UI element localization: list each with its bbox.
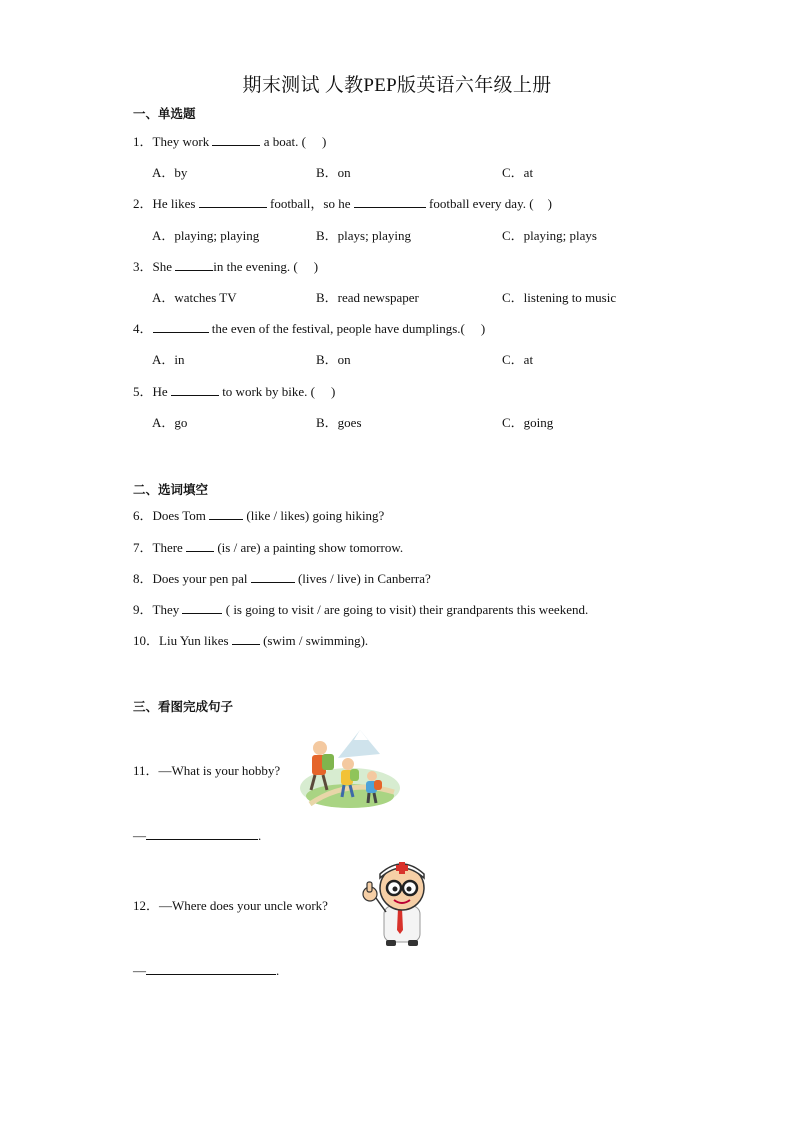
option-c[interactable]: C．playing; plays xyxy=(502,228,597,243)
question-text: She xyxy=(152,259,173,274)
option-b[interactable]: B．goes xyxy=(316,415,362,430)
question-10 xyxy=(133,630,368,649)
option-a[interactable]: A．in xyxy=(152,352,185,367)
option-c[interactable]: C．going xyxy=(502,415,554,430)
question-number: 9． xyxy=(133,602,153,617)
question-number: 5． xyxy=(133,384,153,399)
question-text: Does your pen pal xyxy=(152,571,248,586)
question-number: 1． xyxy=(133,134,153,149)
answer-blank[interactable] xyxy=(251,571,295,583)
question-number: 10． xyxy=(133,633,160,648)
paren-close: ) xyxy=(480,321,486,336)
question-text: in the evening. ( xyxy=(213,259,298,274)
page-title: 期末测试 人教PEP版英语六年级上册 xyxy=(242,75,552,96)
option-c[interactable]: C．at xyxy=(502,165,534,180)
answer-blank[interactable] xyxy=(146,963,276,975)
question-4 xyxy=(133,318,485,337)
question-number: 6． xyxy=(133,508,153,523)
answer-blank[interactable] xyxy=(175,259,213,271)
question-text: They work xyxy=(152,134,210,149)
answer-line-11[interactable]: — . xyxy=(133,828,262,843)
doctor-illustration xyxy=(358,856,442,948)
question-text: (like / likes) going hiking? xyxy=(246,508,385,523)
question-text: to work by bike. ( xyxy=(222,384,315,399)
option-b[interactable]: B．plays; playing xyxy=(316,228,411,243)
answer-blank[interactable] xyxy=(182,602,222,614)
question-text: (is / are) a painting show tomorrow. xyxy=(217,540,404,555)
answer-line-12[interactable]: — . xyxy=(133,963,280,978)
option-a[interactable]: A．playing; playing xyxy=(152,228,260,243)
option-a[interactable]: A．go xyxy=(152,415,188,430)
section-heading-fill-in: 二、选词填空 xyxy=(133,482,209,497)
question-number: 3． xyxy=(133,259,153,274)
question-text: football，so he xyxy=(269,196,351,211)
question-number: 12． xyxy=(133,898,160,913)
question-number: 4． xyxy=(133,321,153,336)
answer-blank[interactable] xyxy=(153,321,209,333)
question-text: He xyxy=(152,384,168,399)
question-text: ( is going to visit / are going to visit) their grandparents this weekend. xyxy=(225,602,589,617)
question-text: (lives / live) in Canberra? xyxy=(297,571,431,586)
answer-blank[interactable] xyxy=(209,508,243,520)
option-b[interactable]: B．on xyxy=(316,352,351,367)
question-12 xyxy=(133,895,328,914)
question-11 xyxy=(133,760,280,779)
hiking-family-illustration xyxy=(298,718,402,812)
answer-blank[interactable] xyxy=(212,134,260,146)
option-c[interactable]: C．at xyxy=(502,352,534,367)
question-text: (swim / swimming). xyxy=(263,633,369,648)
question-text: the even of the festival, people have dumplings.( xyxy=(211,321,465,336)
question-text: Liu Yun likes xyxy=(159,633,229,648)
paren-close: ) xyxy=(547,196,552,211)
option-a[interactable]: A．by xyxy=(152,165,188,180)
question-6 xyxy=(133,505,384,524)
question-number: 8． xyxy=(133,571,153,586)
question-text: They xyxy=(152,602,180,617)
option-a[interactable]: A．watches TV xyxy=(152,290,237,305)
answer-blank[interactable] xyxy=(186,540,214,552)
answer-blank[interactable] xyxy=(199,196,267,208)
question-number: 2． xyxy=(133,196,153,211)
question-text: Does Tom xyxy=(152,508,206,523)
answer-blank[interactable] xyxy=(146,828,258,840)
question-2 xyxy=(133,193,552,212)
section-heading-multiple-choice: 一、单选题 xyxy=(133,106,196,121)
question-1 xyxy=(133,131,326,150)
question-7 xyxy=(133,537,403,556)
question-3 xyxy=(133,256,318,275)
question-number: 7． xyxy=(133,540,153,555)
paren-close: ) xyxy=(313,259,319,274)
question-8 xyxy=(133,568,431,587)
paren-close: ) xyxy=(330,384,336,399)
option-b[interactable]: B．read newspaper xyxy=(316,290,419,305)
question-text: He likes xyxy=(152,196,196,211)
option-c[interactable]: C．listening to music xyxy=(502,290,617,305)
question-number: 11． xyxy=(133,763,159,778)
question-text: —Where does your uncle work? xyxy=(159,898,328,913)
question-text: a boat. ( xyxy=(263,134,306,149)
question-text: There xyxy=(152,540,183,555)
answer-blank[interactable] xyxy=(171,384,219,396)
question-5 xyxy=(133,381,335,400)
question-9 xyxy=(133,599,588,618)
question-text: —What is your hobby? xyxy=(158,763,281,778)
answer-blank[interactable] xyxy=(354,196,426,208)
option-b[interactable]: B．on xyxy=(316,165,351,180)
section-heading-picture: 三、看图完成句子 xyxy=(133,699,234,714)
paren-close: ) xyxy=(321,134,327,149)
question-text: football every day. ( xyxy=(429,196,534,211)
answer-blank[interactable] xyxy=(232,633,260,645)
